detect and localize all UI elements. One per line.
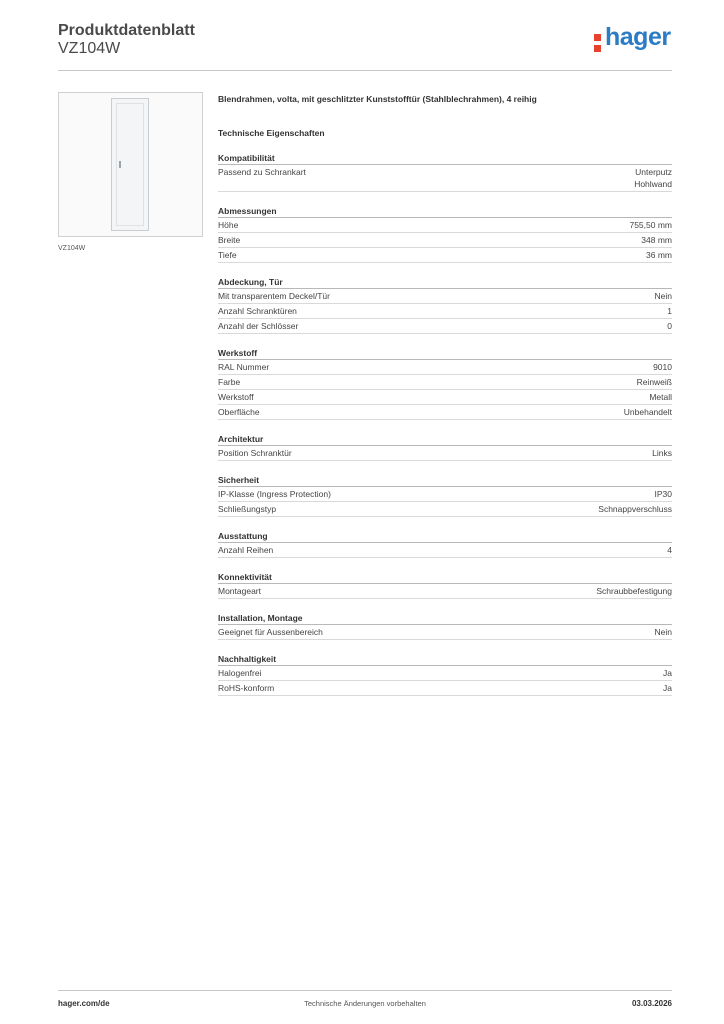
- technical-properties-heading: Technische Eigenschaften: [218, 128, 325, 138]
- footer-website-link[interactable]: hager.com/de: [58, 999, 110, 1008]
- property-value: IP30: [654, 489, 672, 499]
- section-title: Kompatibilität: [218, 152, 672, 165]
- property-row: [218, 584, 672, 599]
- property-label: Tiefe: [218, 250, 237, 260]
- property-label: Mit transparentem Deckel/Tür: [218, 291, 330, 301]
- property-label: Farbe: [218, 377, 241, 387]
- logo-dots-icon: [594, 34, 601, 52]
- property-section: [218, 653, 672, 696]
- property-section: [218, 474, 672, 517]
- product-details: [218, 92, 672, 696]
- product-image: [58, 92, 203, 237]
- property-row: [218, 625, 672, 640]
- product-code: VZ104W: [58, 40, 121, 57]
- footer-notice: Technische Änderungen vorbehalten: [304, 999, 426, 1008]
- property-row: [218, 289, 672, 304]
- property-value: 0: [667, 321, 672, 331]
- property-label: Anzahl der Schlösser: [218, 321, 299, 331]
- hager-logo[interactable]: [592, 23, 672, 54]
- property-value: 36 mm: [646, 250, 672, 260]
- image-caption: VZ104W: [58, 245, 86, 252]
- section-title: Sicherheit: [218, 474, 672, 487]
- property-label: IP-Klasse (Ingress Protection): [218, 489, 331, 499]
- property-label: Passend zu Schrankart: [218, 167, 306, 177]
- property-row: [218, 681, 672, 696]
- properties-sections: [218, 152, 672, 696]
- door-panel-icon: [111, 98, 149, 231]
- property-value: Nein: [654, 291, 672, 301]
- section-title: Architektur: [218, 433, 672, 446]
- section-title: Abdeckung, Tür: [218, 276, 672, 289]
- property-section: [218, 530, 672, 558]
- property-value: 755,50 mm: [629, 220, 672, 230]
- property-value: Ja: [663, 668, 672, 678]
- property-row: [218, 446, 672, 461]
- section-title: Ausstattung: [218, 530, 672, 543]
- section-title: Abmessungen: [218, 205, 672, 218]
- property-row: [218, 405, 672, 420]
- property-label: Höhe: [218, 220, 239, 230]
- property-value: Schnappverschluss: [598, 504, 672, 514]
- property-section: [218, 276, 672, 334]
- property-value: Nein: [654, 627, 672, 637]
- property-label: RAL Nummer: [218, 362, 270, 372]
- section-title: Installation, Montage: [218, 612, 672, 625]
- property-label: Geeignet für Aussenbereich: [218, 627, 323, 637]
- property-row: [218, 304, 672, 319]
- property-value: 348 mm: [641, 235, 672, 245]
- property-label: Breite: [218, 235, 241, 245]
- property-value: Reinweiß: [636, 377, 672, 387]
- property-row: [218, 375, 672, 390]
- property-row: [218, 502, 672, 517]
- document-title: Produktdatenblatt: [58, 22, 195, 39]
- property-row: [218, 360, 672, 375]
- door-handle-icon: [119, 161, 121, 168]
- property-value: Ja: [663, 683, 672, 693]
- property-row: [218, 218, 672, 233]
- property-value: Links: [652, 448, 672, 458]
- page-header: [58, 20, 672, 71]
- property-section: [218, 152, 672, 192]
- property-section: [218, 571, 672, 599]
- property-label: Anzahl Reihen: [218, 545, 274, 555]
- property-label: Position Schranktür: [218, 448, 292, 458]
- property-value: Schraubbefestigung: [596, 586, 672, 596]
- property-value: Metall: [649, 392, 672, 402]
- property-value: Unbehandelt: [623, 407, 672, 417]
- property-section: [218, 612, 672, 640]
- property-section: [218, 347, 672, 420]
- property-label: Anzahl Schranktüren: [218, 306, 297, 316]
- property-row: [218, 233, 672, 248]
- property-row: [218, 319, 672, 334]
- section-title: Nachhaltigkeit: [218, 653, 672, 666]
- section-title: Werkstoff: [218, 347, 672, 360]
- logo-text: hager: [605, 23, 671, 51]
- property-row: [218, 543, 672, 558]
- property-label: Halogenfrei: [218, 668, 262, 678]
- property-row: [218, 390, 672, 405]
- property-row: [218, 666, 672, 681]
- property-label: Montageart: [218, 586, 261, 596]
- property-value: 4: [667, 545, 672, 555]
- page-footer: [58, 990, 672, 1011]
- property-value: Unterputz Hohlwand: [634, 167, 672, 189]
- property-section: [218, 205, 672, 263]
- property-label: Schließungstyp: [218, 504, 277, 514]
- property-label: Werkstoff: [218, 392, 254, 402]
- property-section: [218, 433, 672, 461]
- footer-date: 03.03.2026: [631, 999, 672, 1008]
- property-label: RoHS-konform: [218, 683, 275, 693]
- property-row: [218, 487, 672, 502]
- property-value: 9010: [653, 362, 672, 372]
- property-row: [218, 248, 672, 263]
- product-description: Blendrahmen, volta, mit geschlitzter Kunststofftür (Stahlblechrahmen), 4 reihig: [218, 94, 537, 104]
- property-label: Oberfläche: [218, 407, 260, 417]
- property-row: [218, 165, 672, 192]
- section-title: Konnektivität: [218, 571, 672, 584]
- property-value: 1: [667, 306, 672, 316]
